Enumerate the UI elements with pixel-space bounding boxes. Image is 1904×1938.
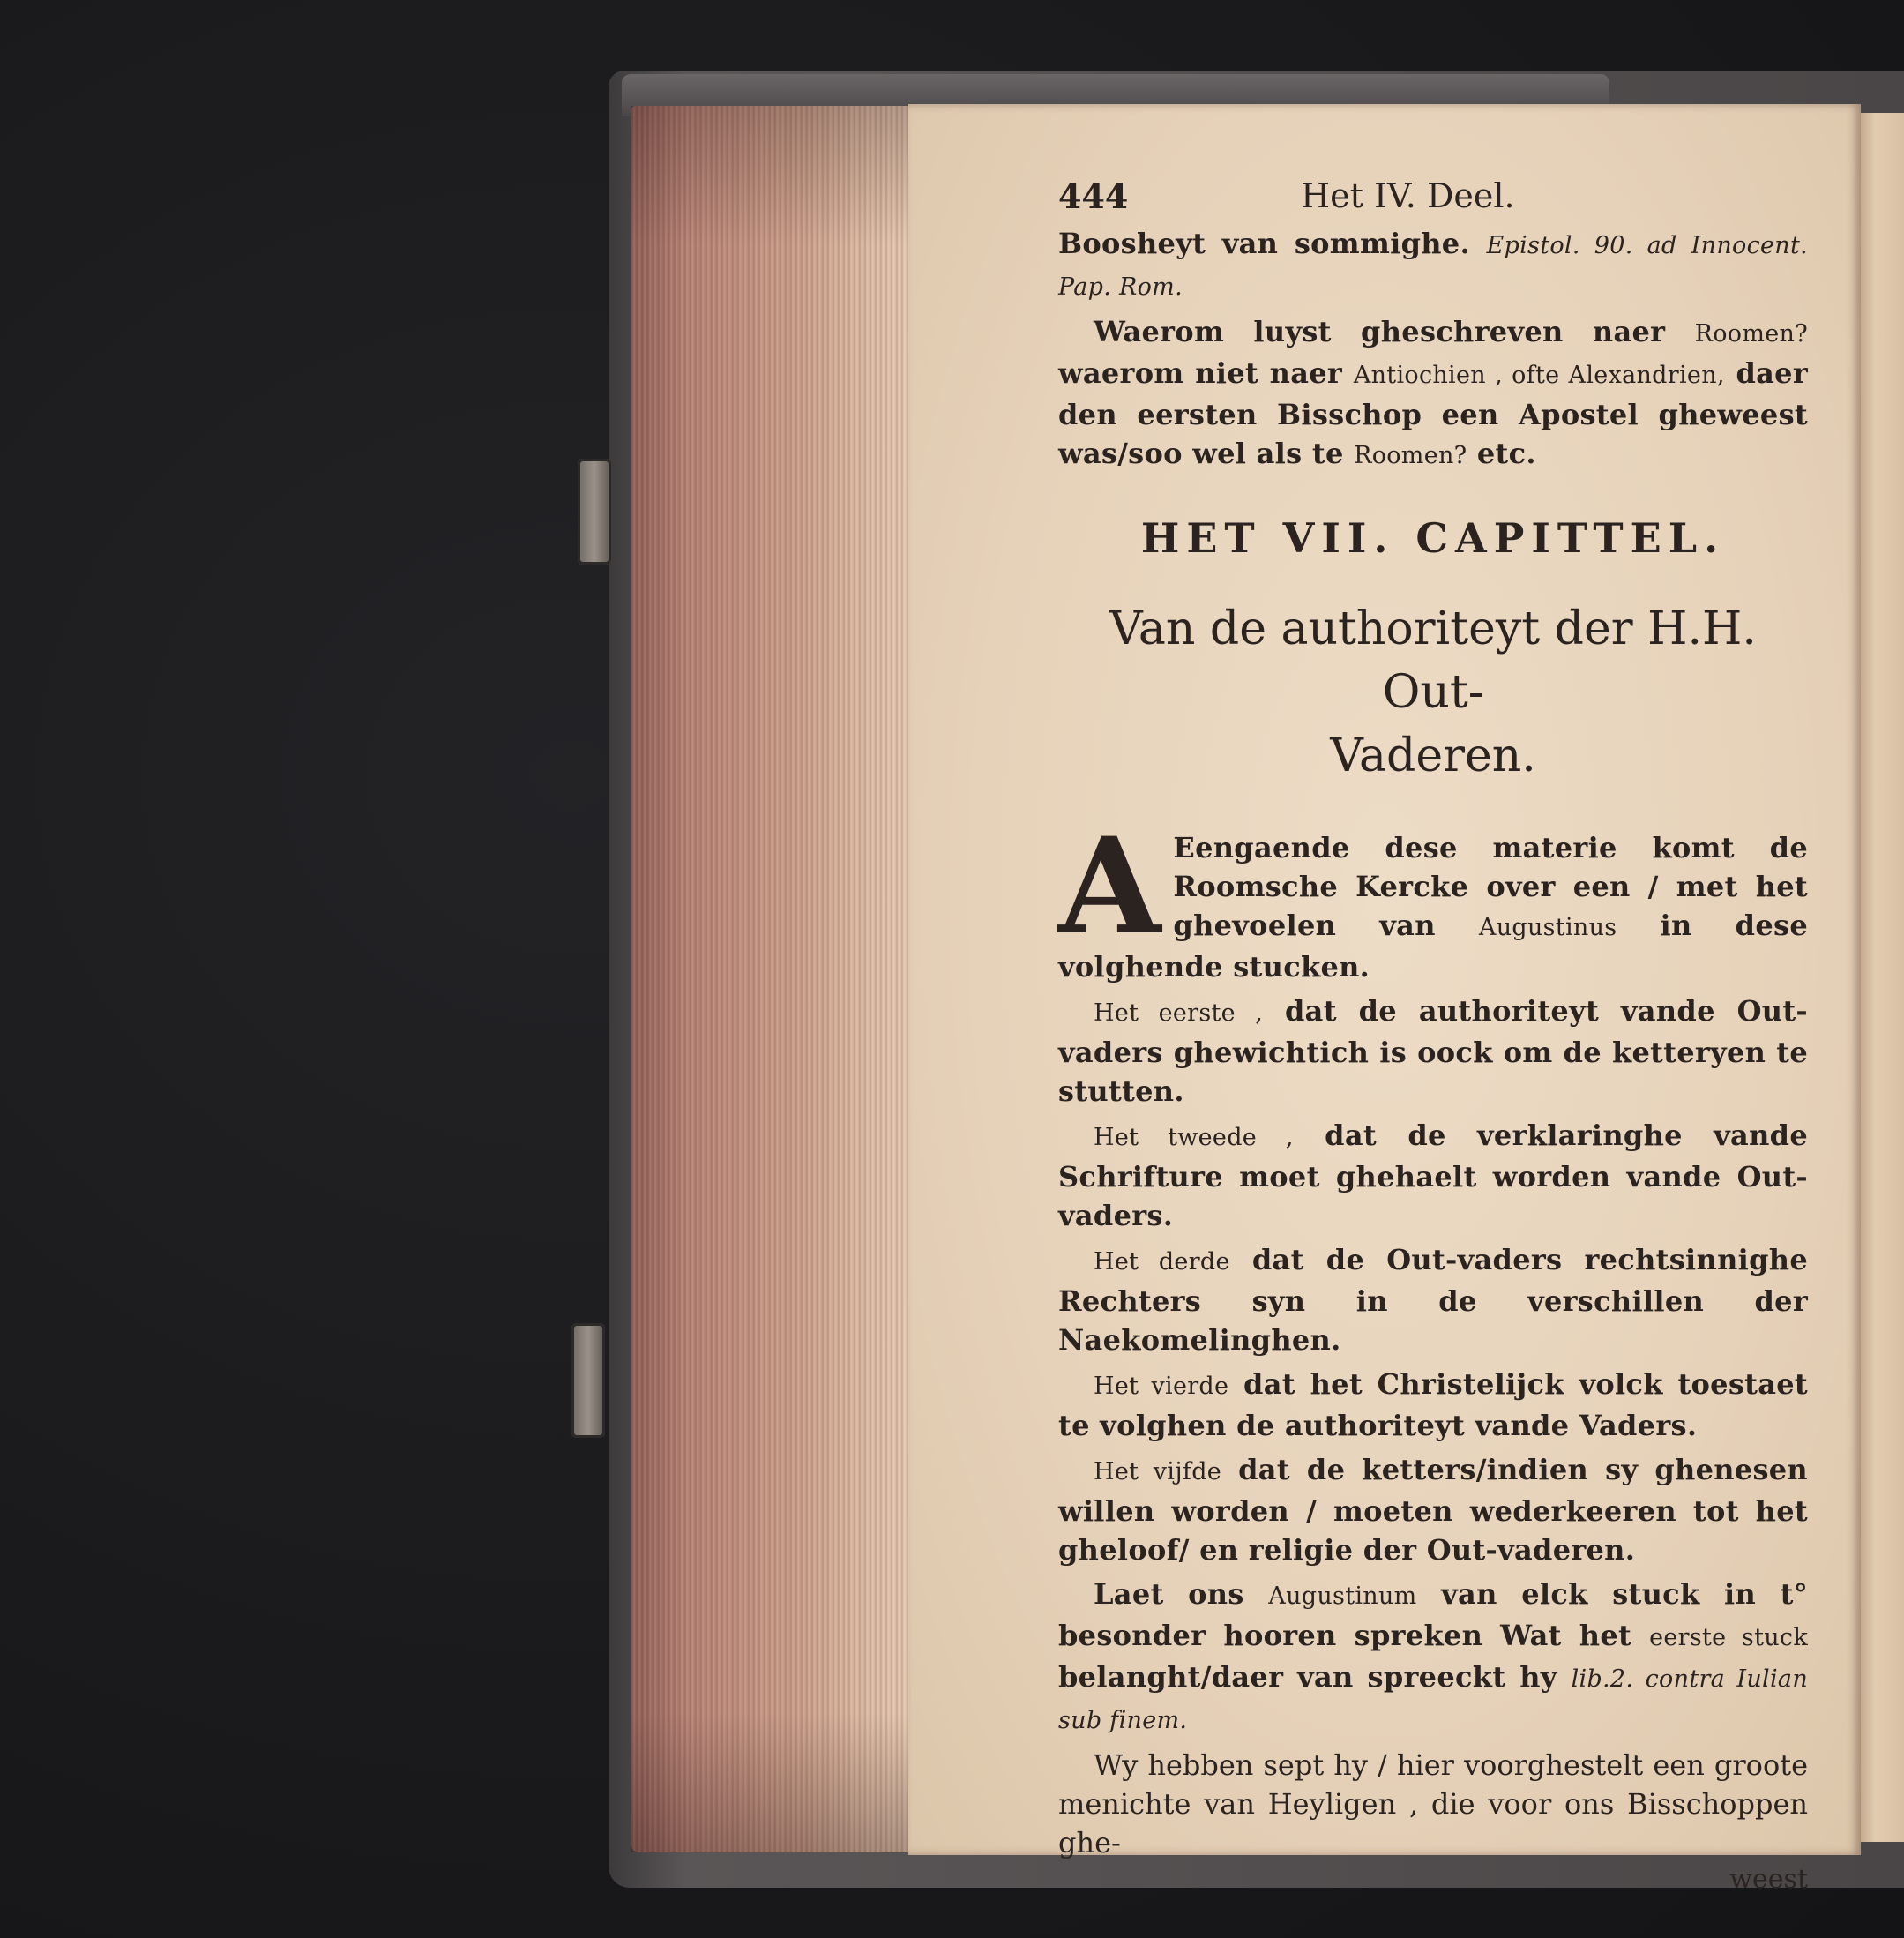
opening-paragraph-block (1058, 809, 1808, 986)
intro-paragraph (1058, 224, 1808, 307)
intro-reference: Epistol. 90. ad Innocent. Pap. Rom. (1058, 232, 1808, 301)
text-run: daer den eersten Bisschop een Apostel gheweest was/soo wel als te (1058, 356, 1808, 470)
text-run: Waerom luyst gheschreven naer (1094, 315, 1695, 348)
text-run: Roomen? (1694, 320, 1808, 348)
paragraph-5 (1058, 1240, 1808, 1359)
text-run: Laet ons (1094, 1577, 1269, 1611)
text-run: dat de Out-vaders rechtsinnighe Rechters syn in de verschillen der Naekomelinghen. (1058, 1243, 1808, 1357)
paragraph-7 (1058, 1450, 1808, 1569)
paragraph-2 (1058, 809, 1808, 986)
drop-cap: A (1058, 809, 1161, 964)
clasp-bottom (571, 1323, 605, 1438)
text-run: lib.2. contra Iulian sub finem. (1058, 1665, 1809, 1734)
heading-line-2: Vaderen. (1330, 730, 1536, 782)
text-run: Het vijfde (1094, 1458, 1222, 1485)
heading-line-1: Van de authoriteyt der H.H. Out- (1109, 602, 1757, 719)
text-run: Augustinum (1268, 1583, 1417, 1610)
text-run: Het tweede , (1094, 1124, 1294, 1151)
paragraph-1 (1058, 312, 1808, 475)
page-text (1058, 176, 1808, 1895)
intro-text: Boosheyt van sommighe. (1058, 227, 1470, 260)
text-run: etc. (1467, 437, 1536, 470)
text-run: Eengaende dese materie komt de Roomsche Kercke over een / met het ghevoelen van (1173, 831, 1808, 942)
page-edges-shade (631, 106, 917, 1852)
text-run: Roomen? (1354, 442, 1467, 469)
running-title: Het IV. Deel. (1301, 176, 1515, 215)
text-run: in dese volghende stucken. (1058, 909, 1808, 984)
text-run: Augustinus (1478, 914, 1617, 941)
paragraph-9: Wy hebben sept hy / hier voorghestelt een groote menichte van Heyligen , die voor ons Bisschoppen ghe- (1058, 1748, 1808, 1859)
paragraph-4 (1058, 1116, 1808, 1235)
text-run: Antiochien , ofte Alexandrien, (1353, 362, 1725, 389)
text-run: dat de verklaringhe vande Schrifture moet ghehaelt worden vande Out-vaders. (1058, 1119, 1808, 1232)
paragraph-3 (1058, 991, 1808, 1111)
clasp-top (578, 459, 611, 565)
catchword: weest (1729, 1864, 1808, 1895)
next-page-edge (1856, 113, 1904, 1842)
text-run: waerom niet naer (1058, 356, 1354, 390)
text-run: Het derde (1094, 1248, 1230, 1276)
chapter-title: HET VII. CAPITTEL. (1140, 514, 1726, 562)
chapter-heading (1058, 597, 1808, 788)
running-head (1058, 176, 1808, 224)
text-run: van elck stuck in t° besonder hooren spreken Wat het (1058, 1577, 1808, 1652)
text-run: belanght/daer van spreeckt hy (1058, 1660, 1572, 1694)
text-run: Het vierde (1094, 1373, 1229, 1400)
page-number: 444 (1058, 176, 1129, 216)
paragraph-6 (1058, 1365, 1808, 1445)
text-run: Het eerste , (1094, 999, 1264, 1027)
text-run: eerste stuck (1649, 1624, 1809, 1651)
text-run: dat de authoriteyt vande Out-vaders ghewichtich is oock om de ketteryen te stutten. (1058, 994, 1809, 1108)
paragraph-8 (1058, 1575, 1808, 1740)
text-run: dat het Christelijck volck toestaet te volghen de authoriteyt vande Vaders. (1058, 1367, 1808, 1442)
text-run: dat de ketters/indien sy ghenesen willen worden / moeten wederkeeren tot het gheloof/ en religie der Out-vaderen. (1058, 1453, 1808, 1567)
